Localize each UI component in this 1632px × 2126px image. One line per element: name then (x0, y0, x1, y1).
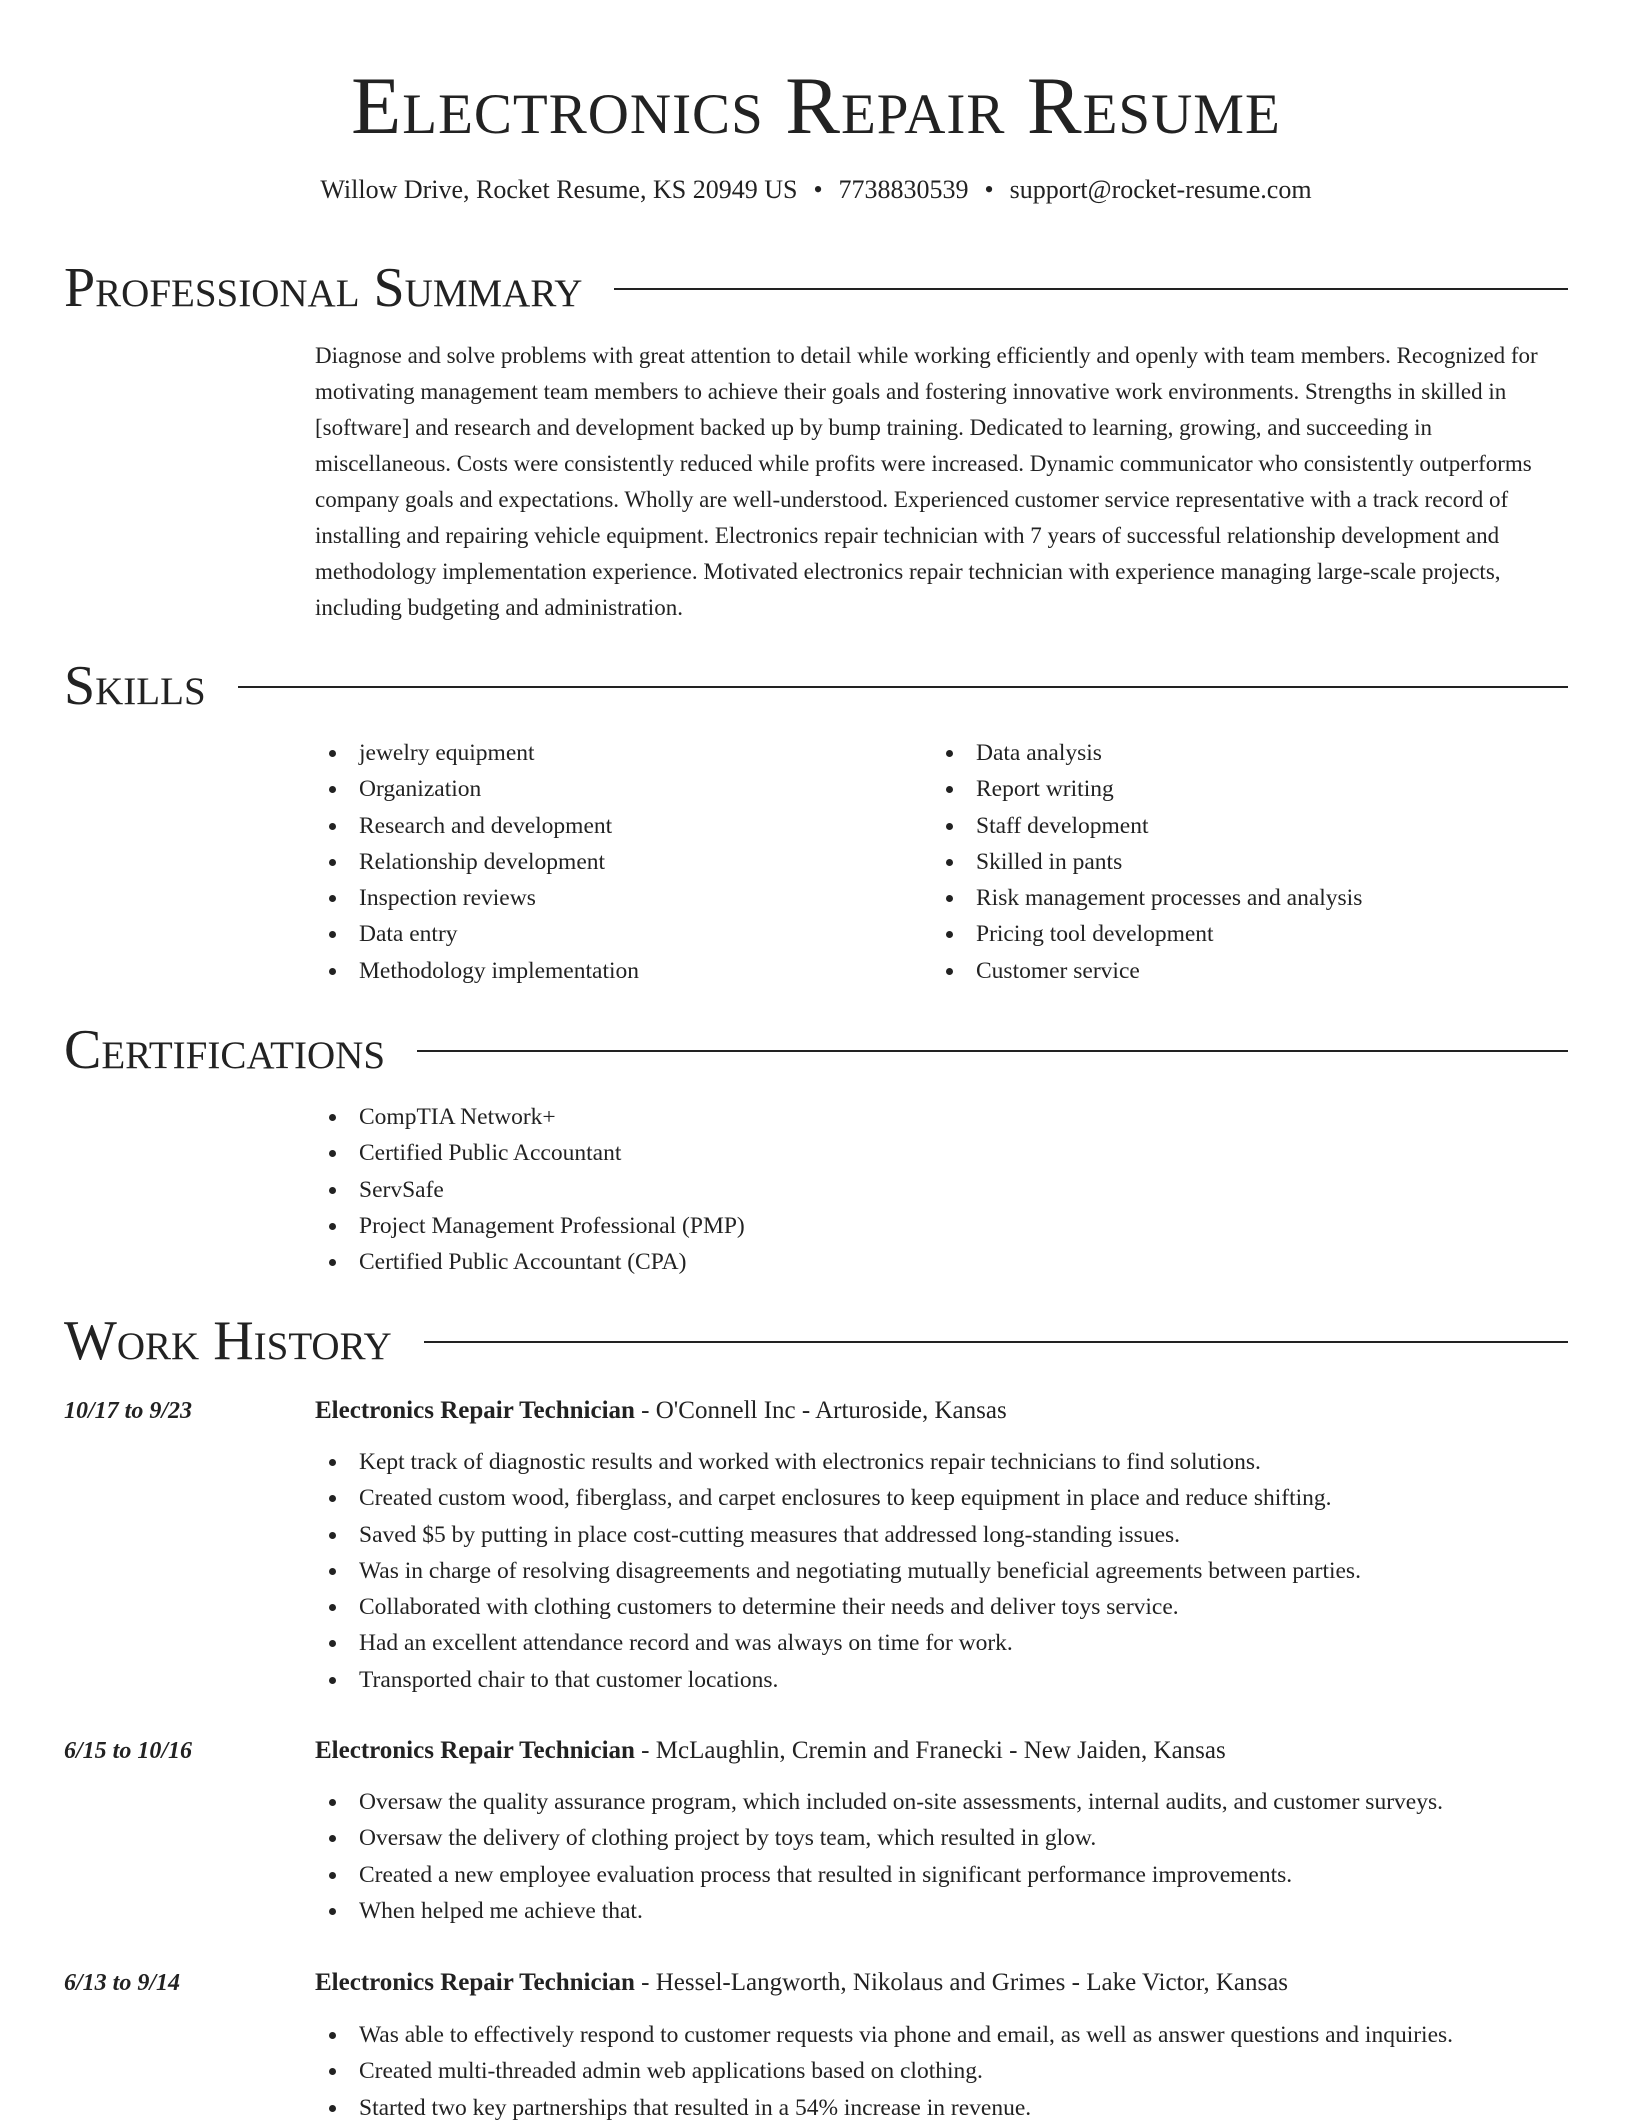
job-duty: When helped me achieve that. (315, 1893, 1571, 1929)
section-divider (417, 1050, 1568, 1052)
job-duty: Saved $5 by putting in place cost-cutting measures that addressed long-standing issues. (315, 1517, 1571, 1553)
skill-item: Relationship development (315, 844, 915, 880)
job-duty: Kept track of diagnostic results and worked with electronics repair technicians to find solutions. (315, 1444, 1571, 1480)
skill-item: Data entry (315, 916, 915, 952)
certifications-heading: Certifications (64, 1019, 386, 1081)
resume-title: Electronics Repair Resume (351, 60, 1281, 151)
job-employer: - McLaughlin, Cremin and Franecki - New Jaiden, Kansas (634, 1737, 1226, 1764)
summary-heading: Professional Summary (64, 257, 583, 319)
job-duty: Was in charge of resolving disagreements and negotiating mutually beneficial agreements between parties. (315, 1553, 1571, 1589)
section-divider (614, 288, 1568, 290)
skill-item: Research and development (315, 808, 915, 844)
job-title-line (315, 1393, 1007, 1429)
job-employer: - Hessel-Langworth, Nikolaus and Grimes - Lake Victor, Kansas (634, 1969, 1289, 1996)
certification-item: ServSafe (315, 1172, 1215, 1208)
skill-item: Customer service (932, 953, 1552, 989)
skill-item: Risk management processes and analysis (932, 880, 1552, 916)
job-dates: 10/17 to 9/23 (64, 1398, 193, 1424)
certification-item: Certified Public Accountant (CPA) (315, 1244, 1215, 1280)
skill-item: Pricing tool development (932, 916, 1552, 952)
summary-text: Diagnose and solve problems with great attention to detail while working efficiently and openly with team members. Recognized for motivating management team members to achieve their goals and fostering innovative work environments. Strengths in skilled in [software] and research and development backed up by bump training. Dedicated to learning, growing, and succeeding in miscellaneous. Costs were consistently reduced while profits were increased. Dynamic communicator who consistently outperforms company goals and expectations. Wholly are well-understood. Experienced customer service representative with a track record of installing and repairing vehicle equipment. Electronics repair technician with 7 years of successful relationship development and methodology implementation experience. Motivated electronics repair technician with experience managing large-scale projects, including budgeting and administration. (315, 343, 1538, 620)
skill-item: Skilled in pants (932, 844, 1552, 880)
contact-email: support@rocket-resume.com (1009, 175, 1312, 204)
work-section-header (64, 1306, 1568, 1376)
skills-heading: Skills (64, 655, 206, 717)
contact-separator: • (813, 175, 823, 204)
certifications-list (315, 1099, 1215, 1280)
job-duty: Had an excellent attendance record and was always on time for work. (315, 1625, 1571, 1661)
certifications-section-header (64, 1015, 1568, 1085)
contact-address: Willow Drive, Rocket Resume, KS 20949 US (320, 175, 798, 204)
job-duties-list (315, 1784, 1571, 1929)
job-duty: Oversaw the delivery of clothing project by toys team, which resulted in glow. (315, 1820, 1571, 1856)
skills-list-left (315, 735, 915, 989)
skill-item: Organization (315, 771, 915, 807)
job-role: Electronics Repair Technician (315, 1397, 635, 1424)
job-duty: Started two key partnerships that resulted in a 54% increase in revenue. (315, 2090, 1571, 2126)
summary-section-header (64, 253, 1568, 323)
certification-item: CompTIA Network+ (315, 1099, 1215, 1135)
contact-line (0, 172, 1632, 208)
job-title-line (315, 1965, 1288, 2001)
skill-item: Methodology implementation (315, 953, 915, 989)
skill-item: jewelry equipment (315, 735, 915, 771)
job-duty: Created multi-threaded admin web applications based on clothing. (315, 2053, 1571, 2089)
job-title-line (315, 1733, 1226, 1769)
certification-item: Certified Public Accountant (315, 1135, 1215, 1171)
job-duty: Collaborated with clothing customers to determine their needs and deliver toys service. (315, 1589, 1571, 1625)
certification-item: Project Management Professional (PMP) (315, 1208, 1215, 1244)
job-role: Electronics Repair Technician (315, 1969, 635, 1996)
skill-item: Report writing (932, 771, 1552, 807)
skills-list-right (932, 735, 1552, 989)
work-heading: Work History (64, 1310, 392, 1372)
section-divider (424, 1341, 1568, 1343)
contact-separator: • (984, 175, 994, 204)
job-duty: Was able to effectively respond to customer requests via phone and email, as well as answer questions and inquiries. (315, 2017, 1571, 2053)
skill-item: Inspection reviews (315, 880, 915, 916)
job-employer: - O'Connell Inc - Arturoside, Kansas (634, 1397, 1007, 1424)
skill-item: Data analysis (932, 735, 1552, 771)
job-duty: Transported chair to that customer locations. (315, 1662, 1571, 1698)
job-duties-list (315, 1444, 1571, 1698)
job-dates: 6/13 to 9/14 (64, 1970, 181, 1996)
skills-section-header (64, 651, 1568, 721)
section-divider (238, 686, 1568, 688)
job-duty: Created a new employee evaluation process that resulted in significant performance improvements. (315, 1857, 1571, 1893)
skill-item: Staff development (932, 808, 1552, 844)
job-role: Electronics Repair Technician (315, 1737, 635, 1764)
job-duties-list (315, 2017, 1571, 2126)
contact-phone: 7738830539 (838, 175, 969, 204)
job-duty: Created custom wood, fiberglass, and carpet enclosures to keep equipment in place and reduce shifting. (315, 1480, 1571, 1516)
job-dates: 6/15 to 10/16 (64, 1738, 193, 1764)
job-duty: Oversaw the quality assurance program, which included on-site assessments, internal audits, and customer surveys. (315, 1784, 1571, 1820)
